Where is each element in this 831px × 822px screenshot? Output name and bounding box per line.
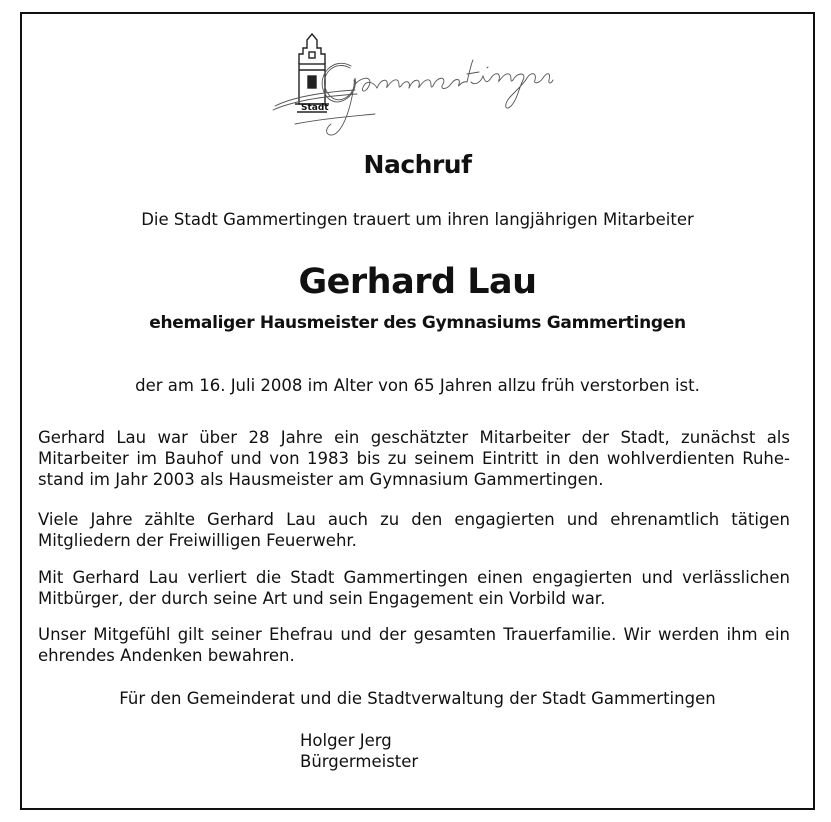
notice-intro: Die Stadt Gammertingen trauert um ihren langjährigen Mitarbeiter [141, 210, 694, 229]
notice-title: Nachruf [363, 150, 472, 179]
deceased-role: ehemaliger Hausmeister des Gymnasiums Gammertingen [149, 313, 686, 333]
paragraph-career: Gerhard Lau war über 28 Jahre ein geschätzter Mitarbeiter der Stadt, zunächst als Mitarbeiter im Bauhof und von 1983 bis zu seinem Eintritt in den wohlverdienten Ruhestand im Jahr 2003 als Hausmeister am Gymnasium Gammertingen. [38, 428, 790, 489]
svg-text:Stadt: Stadt [301, 103, 329, 113]
deceased-name: Gerhard Lau [298, 262, 537, 302]
paragraph-role-model: Mit Gerhard Lau verliert die Stadt Gammertingen einen engagierten und verlässlichen Mitbürger, der durch seine Art und sein Engagement ein Vorbild war. [38, 568, 790, 608]
signer-name: Holger Jerg [300, 731, 392, 750]
city-logo [255, 26, 555, 144]
signoff: Für den Gemeinderat und die Stadtverwaltung der Stadt Gammertingen [119, 689, 716, 708]
paragraph-fire-brigade: Viele Jahre zählte Gerhard Lau auch zu den engagierten und ehrenamtlich tätigen Mitgliedern der Freiwilligen Feuerwehr. [38, 510, 790, 550]
tower-icon [255, 26, 555, 144]
paragraph-condolence: Unser Mitgefühl gilt seiner Ehefrau und der gesamten Trauerfamilie. Wir werden ihm ein ehrendes Andenken bewahren. [38, 625, 790, 665]
death-line: der am 16. Juli 2008 im Alter von 65 Jahren allzu früh verstorben ist. [135, 376, 700, 395]
signer-title: Bürgermeister [300, 752, 419, 771]
